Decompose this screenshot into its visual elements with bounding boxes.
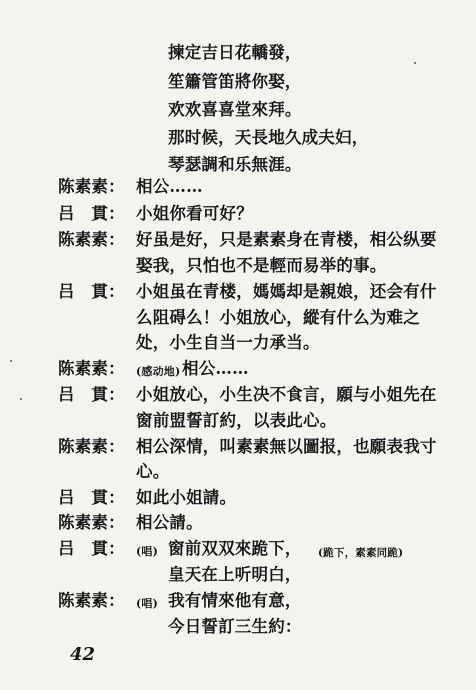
speaker-label: 吕 貫：	[58, 488, 125, 507]
dialogue-text: 我有情來他有意，	[168, 591, 302, 610]
verse-line: 欢欢喜喜堂來拜。	[168, 100, 302, 119]
verse-line: 笙簫管笛將你娶，	[168, 72, 302, 91]
dialogue-text: 相公……	[182, 359, 249, 378]
speaker-label: 吕 貫：	[58, 539, 125, 558]
dialogue-text: 小姐虽在青楼，媽媽却是親娘，还会有什	[136, 282, 437, 301]
speaker-label: 陈素素：	[58, 437, 125, 456]
dialogue-text: 处，小生自当一力承当。	[136, 333, 320, 352]
dialogue-text: 相公深情，叫素素無以圖报，也願表我寸	[136, 437, 437, 456]
dialogue-text: 么阻碍么！小姐放心，縱有什么为难之	[136, 308, 420, 327]
dialogue-text: 好虽是好，只是素素身在青楼，相公纵要	[136, 230, 437, 249]
dialogue-text: 娶我，只怕也不是輕而易举的事。	[136, 256, 387, 275]
dialogue-text: 窗前双双來跪下，	[168, 539, 302, 558]
dialogue-text: 小姐你看可好？	[136, 204, 253, 223]
speaker-label: 吕 貫：	[58, 282, 125, 301]
dialogue-text: 相公……	[136, 177, 203, 196]
dialogue-text: 窗前盟誓訂約，以表此心。	[136, 411, 337, 430]
scan-speck	[20, 398, 22, 400]
dialogue-text: 心。	[136, 462, 170, 481]
speaker-label: 陈素素：	[58, 591, 125, 610]
stage-direction: (跪下，素素同跪)	[318, 547, 404, 559]
page-number: 42	[70, 644, 96, 665]
speaker-label: 吕 貫：	[58, 204, 125, 223]
verse-line: 那时候，天長地久成夫妇，	[168, 128, 369, 147]
dialogue-text: 皇天在上听明白，	[168, 565, 302, 584]
speaker-label: 陈素素：	[58, 177, 125, 196]
dialogue-text: 相公請。	[136, 513, 203, 532]
stage-direction: (唱)	[136, 545, 159, 558]
dialogue-text: 如此小姐請。	[136, 488, 237, 507]
speaker-label: 吕 貫：	[58, 385, 125, 404]
verse-line: 揀定吉日花轎發，	[168, 43, 302, 62]
verse-line: 琴瑟調和乐無涯。	[168, 155, 302, 174]
stage-direction: (唱)	[136, 597, 159, 610]
dialogue-text: 今日誓訂三生約：	[168, 617, 302, 636]
stage-direction: (感动地)	[136, 365, 181, 378]
speaker-label: 陈素素：	[58, 513, 125, 532]
scan-speck	[10, 360, 12, 362]
scan-speck	[414, 62, 416, 64]
speaker-label: 陈素素：	[58, 230, 125, 249]
dialogue-text: 小姐放心，小生决不食言，願与小姐先在	[136, 385, 437, 404]
speaker-label: 陈素素：	[58, 359, 125, 378]
